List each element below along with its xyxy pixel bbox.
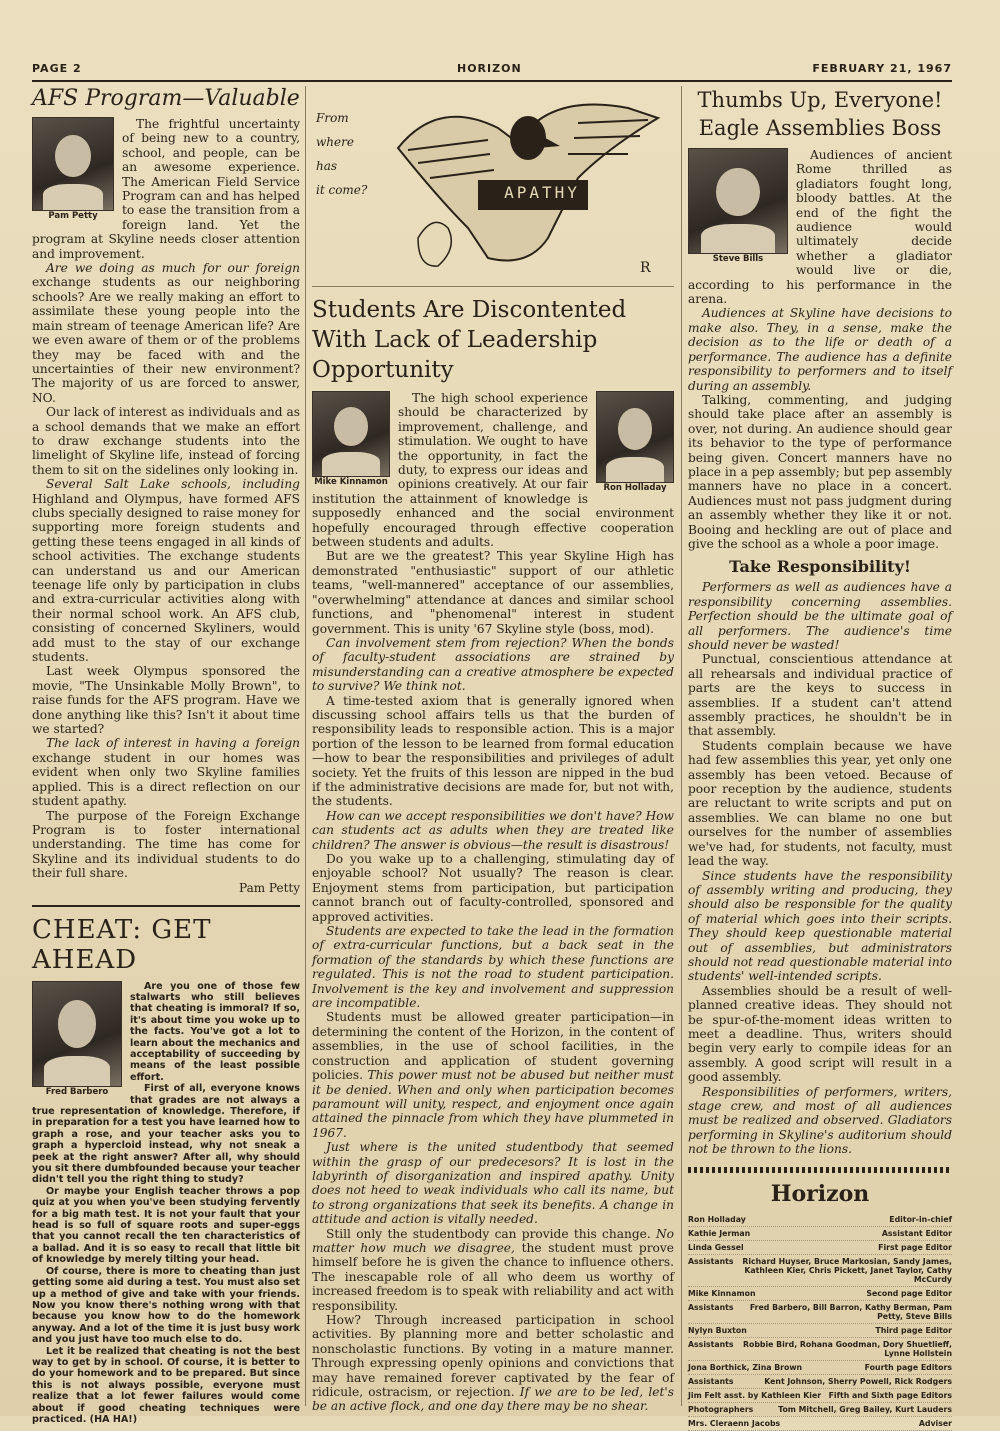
thumbs-subhead: Take Responsibility! (729, 557, 911, 577)
staff-row (688, 1287, 952, 1301)
photo-caption: Ron Holladay (603, 483, 667, 493)
thumbs-paragraph: Audiences of ancient Rome thrilled as gladiators fought long, bloody battles. At the end of the fight the audience would ultimately decide whether a gladiator would live or die, according to his performance in the arena. (688, 148, 952, 307)
staff-name: Kathie Jerman (688, 1228, 751, 1238)
staff-name: Assistants (688, 1339, 734, 1349)
staff-name: Assistants (688, 1376, 734, 1386)
issue-date: FEBRUARY 21, 1967 (812, 62, 952, 75)
column-divider (305, 86, 306, 1406)
thumbs-paragraph: Responsibilities of performers, writers, stage crew, and most of all audiences must be realized and observed. Gladiators performing in Skyline's auditorium should not be thrown to the lions. (688, 1084, 952, 1157)
students-paragraph: How can we accept responsibilities we don't have? How can students act as adults when they are treated like children? The answer is obvious—the result is disastrous! (312, 808, 674, 852)
students-headline: Students Are Discontented With Lack of Leadership Opportunity (312, 297, 627, 383)
masthead-title: Horizon (770, 1180, 870, 1207)
students-photo-left (312, 391, 390, 487)
photo-caption: Fred Barbero (45, 1086, 109, 1097)
students-paragraph: Do you wake up to a challenging, stimulating day of enjoyable school? Not usually? The reason is clear. Enjoyment stems from participation, but participation cannot branch out of faculty-controlled, sponsored and approved activities. (312, 852, 674, 924)
afs-photo (32, 117, 114, 221)
divider-ornament (688, 1167, 952, 1173)
staff-role: Richard Huyser, Bruce Markosian, Sandy James, Kathleen Kier, Chris Pickett, Janet Taylor, Cathy McCurdy (742, 1256, 952, 1284)
thumbs-paragraph: Punctual, conscientious attendance at all rehearsals and individual practice of parts are the keys to success in assemblies. If a student can't attend assembly practices, he shouldn't be in that assembly. (688, 652, 952, 739)
page-header (32, 62, 952, 78)
staff-role: Third page Editor (875, 1325, 952, 1335)
apathy-label: APATHY (504, 183, 580, 202)
portrait-pam-petty (32, 117, 114, 211)
header-rule (32, 80, 952, 82)
staff-role: Adviser (918, 1418, 952, 1428)
thumbs-paragraph: Audiences at Skyline have decisions to make also. They, in a sense, make the decision as to the life or death of a performance. The audience has a definite responsibility to performers and to itself during an assembly. (688, 306, 952, 393)
cheat-headline: CHEAT: GET AHEAD (32, 914, 212, 975)
staff-role: Fred Barbero, Bill Barron, Kathy Berman, Pam Petty, Steve Bills (749, 1302, 952, 1321)
afs-paragraph: The purpose of the Foreign Exchange Program is to foster international understanding. The time has come for Skyline and its individual students to do their full share. (32, 808, 300, 881)
afs-headline: AFS Program—Valuable (32, 86, 300, 111)
thumbs-paragraph: Talking, commenting, and judging should take place after an assembly is over, not during. An audience should gear its behavior to the type of performance being given. Concert manners have no place in a pep assembly; but pep assembly manners have no place in a concert. Audiences must not pass judgment during an assembly whether they like it or not. Booing and heckling are out of place and give the school as a whole a poor image. (688, 392, 952, 551)
staff-name: Assistants (688, 1256, 734, 1266)
page-number: PAGE 2 (32, 62, 82, 75)
staff-role: Fourth page Editors (864, 1362, 952, 1372)
staff-role: Assistant Editor (881, 1228, 952, 1238)
column-divider (681, 86, 682, 1406)
apathy-cartoon (312, 86, 674, 287)
afs-paragraph: Our lack of interest as individuals and as a school demands that we make an effort to draw exchange students into the limelight of Skyline life, instead of forcing them to sit on the sidelines only looking in. (32, 405, 300, 477)
afs-paragraph: The lack of interest in having a foreign exchange student in our homes was evident when only two Skyline families applied. This is a direct reflection on our student apathy. (32, 736, 300, 809)
staff-name: Nylyn Buxton (688, 1325, 747, 1335)
afs-paragraph: Are we doing as much for our foreign exchange students as our neighboring schools? Are we really making an effort to assimilate these young people into the main stream of teenage American life? Are we even aware of them or of the problems they may be faced with and the uncertainties of their new environment? The majority of us are forced to answer, NO. (32, 261, 300, 405)
staff-name: Assistants (688, 1302, 734, 1312)
staff-name: Ron Holladay (688, 1214, 746, 1224)
staff-row (688, 1227, 952, 1241)
thumbs-photo (688, 148, 788, 264)
portrait-mike-kinnamon (312, 391, 390, 477)
staff-row (688, 1417, 952, 1431)
staff-role: Second page Editor (866, 1288, 952, 1298)
column-left (32, 86, 300, 1425)
cheat-paragraph: Of course, there is more to cheating than just getting some aid during a test. You must also set up a method of give and take with your friends. Now you know there's nothing wrong with that because you know how to do the homework anyway. And a lot of the time it is just busy work and you just have too much else to do. (32, 1265, 300, 1346)
staff-row (688, 1375, 952, 1389)
cheat-paragraph: Are you one of those few stalwarts who still believes that cheating is immoral? If so, it's about time you woke up to the facts. You've got a lot to learn about the mechanics and acceptability of succeeding by means of the least possible effort. (130, 980, 300, 1083)
students-paragraph: The high school experience should be characterized by improvement, challenge, and stimulation. We ought to have the opportunity, in fact the duty, to express our ideas and opinions creatively. At our fair institution the attainment of knowledge is supposedly enhanced and the social environment hopefully encouraged through effective cooperation between students and adults. (312, 391, 674, 550)
afs-paragraph: The frightful uncertainty of being new to a country, school, and people, can be an awesome experience. The American Field Service Program can and has helped to ease the transition from a foreign land. Yet the program at Skyline needs closer attention and improvement. (32, 117, 300, 261)
staff-row (688, 1255, 952, 1287)
students-paragraph: But are we the greatest? This year Skyline High has demonstrated "enthusiastic" support of our athletic teams, "well-mannered" acceptance of our assemblies, "overwhelming" attendance at dances and similar school functions, and "phenomenal" interest in student government. This is unity '67 Skyline style (boss, mod). (312, 549, 674, 636)
staff-name: Mike Kinnamon (688, 1288, 756, 1298)
students-paragraph: A time-tested axiom that is generally ignored when discussing school affairs tells us that the burden of responsibility leads to responsible action. This is a major portion of the lesson to be learned from formal education—how to bear the responsibilities and privileges of adult society. Yet the fruits of this lesson are nipped in the bud if the administrative decisions are made for, but not with, the students. (312, 693, 674, 809)
afs-paragraph: Several Salt Lake schools, including Highland and Olympus, have formed AFS clubs specially designed to raise money for supporting more foreign students and getting these teens engaged in all kinds of school activities. The exchange students can understand us and our American teenage life only by participation in clubs and extra-curricular activities along with their normal school work. An AFS club, consisting of concerned Skyliners, would add must to the stay of our exchange students. (32, 477, 300, 665)
staff-role: Editor-in-chief (889, 1214, 952, 1224)
cheat-photo (32, 981, 122, 1097)
section-rule (32, 905, 300, 907)
staff-row (688, 1403, 952, 1417)
students-paragraph: Can involvement stem from rejection? When the bonds of faculty-student associations are strained by misunderstanding can a creative atmosphere be expected to survive? We think not. (312, 635, 674, 694)
svg-text:R: R (640, 260, 651, 276)
staff-name: Linda Gessel (688, 1242, 744, 1252)
staff-row (688, 1213, 952, 1227)
staff-row (688, 1389, 952, 1403)
staff-name: Mrs. Cleraenn Jacobs (688, 1418, 781, 1428)
staff-role: Fifth and Sixth page Editors (828, 1390, 952, 1400)
column-middle (312, 86, 674, 1414)
students-paragraph: Students are expected to take the lead in the formation of extra-curricular functions, but a back seat in the formation of the standards by which these functions are regulated. This is not the road to student participation. Involvement is the key and involvement and suppression are incompatible. (312, 924, 674, 1011)
staff-box (688, 1213, 952, 1431)
thumbs-paragraph: Performers as well as audiences have a responsibility concerning assemblies. Perfection should be the ultimate goal of all performers. The audience's time should never be wasted! (688, 580, 952, 652)
students-paragraph: Still only the studentbody can provide this change. No matter how much we disagree, the student must prove himself before he is given the chance to influence others. The inescapable role of all who deem us worthy of increased freedom is to speak with reliability and act with responsibility. (312, 1226, 674, 1313)
photo-caption: Pam Petty (48, 211, 98, 221)
staff-role: First page Editor (878, 1242, 952, 1252)
cheat-paragraph: Or maybe your English teacher throws a pop quiz at you when you've been studying fervently for a big math test. It is not your fault that your head is so full of square roots and super-eggs that you cannot recall the ten characteristics of a ballad. And it is so easy to recall that little bit of knowledge by merely tilting your head. (32, 1185, 300, 1266)
students-paragraph: Just where is the united studentbody that seemed within the grasp of our predecesors? It is lost in the labyrinth of disorganization and inspired apathy. Unity does not heed to weak individuals who call its name, but to strong organizations that seek its benefits. A change in attitude and action is vitally needed. (312, 1140, 674, 1227)
staff-row (688, 1301, 952, 1324)
cartoon-caption: From where has it come? (316, 111, 368, 197)
thumbs-paragraph: Students complain because we have had few assemblies this year, yet only one assembly has been vetoed. Because of poor reception by the audience, students are reluctant to write scripts and put on assemblies. We can blame no one but ourselves for the number of assemblies we've had, for students, not faculty, must lead the way. (688, 738, 952, 869)
thumbs-paragraph: Since students have the responsibility of assembly writing and producing, they should also be responsible for the quality of material which goes into their scripts. They should keep questionable material out of assemblies, but administrators should not read questionable material into students' well-intended scripts. (688, 868, 952, 984)
staff-role: Kent Johnson, Sherry Powell, Rick Rodgers (764, 1376, 952, 1386)
portrait-ron-holladay (596, 391, 674, 483)
cheat-paragraph: First of all, everyone knows that grades are not always a true representation of knowledge. Therefore, if in preparation for a test you have learned how to graph a rose, and your teacher asks you to graph a hypercloid instead, why not sneak a peek at the right answer? After all, why should you sit there dumbfounded because your teacher didn't tell you the right thing to study? (32, 1083, 300, 1186)
thumbs-headline: Thumbs Up, Everyone! Eagle Assemblies Boss (697, 88, 943, 140)
staff-row (688, 1361, 952, 1375)
students-paragraph: How? Through increased participation in school activities. By planning more and better scholastic and nonscholastic functions. By voting in a mature manner. Through expressing openly opinions and convictions that may have remained forever captivated by the fear of ridicule, ostracism, or rejection. If we are to be led, let's be an active flock, and one day there may be no shear. (312, 1313, 674, 1414)
thumbs-paragraph: Assemblies should be a result of well-planned creative ideas. They should not be spur-of-the-moment ideas written to meet a deadline. Thus, writers should begin very early to compile ideas for an assembly. A good script will result in a good assembly. (688, 983, 952, 1085)
afs-paragraph: Last week Olympus sponsored the movie, "The Unsinkable Molly Brown", to raise funds for the AFS program. Have we done anything like this? Isn't it about time we started? (32, 664, 300, 737)
staff-row (688, 1324, 952, 1338)
column-right (688, 86, 952, 1428)
staff-row (688, 1241, 952, 1255)
staff-row (688, 1338, 952, 1361)
staff-role: Tom Mitchell, Greg Bailey, Kurt Lauders (778, 1404, 952, 1414)
students-paragraph: Students must be allowed greater participation—in determining the content of the Horizon, in the content of assemblies, in the use of school facilities, in the construction and application of student governing policies. This power must not be abused but neither must it be denied. When and only when participation becomes paramount will unity, respect, and enjoyment once again attained the pinnacle from which they have plummeted in 1967. (312, 1010, 674, 1140)
cheat-paragraph: Let it be realized that cheating is not the best way to get by in school. Of course, it is better to do your homework and to be prepared. But since this is not always possible, everyone must realize that a lot fewer failures would come about if good cheating techniques were practiced. (HA HA!) (32, 1345, 300, 1425)
portrait-fred-barbero (32, 981, 122, 1087)
photo-caption: Steve Bills (712, 254, 764, 264)
staff-name: Jim Felt asst. by Kathleen Kier (688, 1390, 822, 1400)
afs-signature: Pam Petty (239, 880, 300, 895)
staff-name: Photographers (688, 1404, 754, 1414)
paper-title: HORIZON (457, 62, 522, 75)
students-photo-right (596, 391, 674, 493)
photo-caption: Mike Kinnamon (314, 477, 388, 487)
portrait-steve-bills (688, 148, 788, 254)
staff-role: Robbie Bird, Rohana Goodman, Dory Shuetlieff, Lynne Hollstein (742, 1339, 952, 1358)
staff-name: Jona Borthick, Zina Brown (688, 1362, 803, 1372)
